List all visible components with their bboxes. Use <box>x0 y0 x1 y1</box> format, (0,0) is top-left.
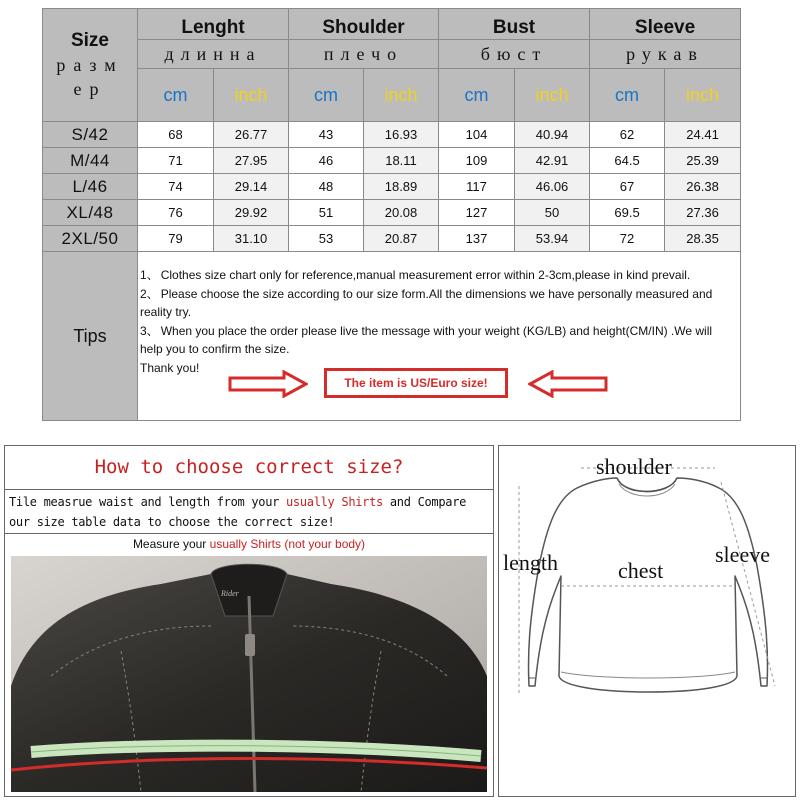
tip-number: 2、 <box>140 286 159 301</box>
size-label: XL/48 <box>43 200 138 226</box>
size-header-ru: разм ер <box>56 55 124 99</box>
tip-item <box>140 322 732 359</box>
chest-label: chest <box>618 558 664 583</box>
table-cell: 20.08 <box>364 200 439 226</box>
size-label: 2XL/50 <box>43 226 138 252</box>
table-cell: 27.36 <box>665 200 741 226</box>
measure-caption <box>5 534 493 554</box>
instr-highlight: usually Shirts <box>286 495 383 509</box>
table-cell: 48 <box>289 174 364 200</box>
table-row <box>43 148 741 174</box>
table-row <box>43 200 741 226</box>
arrow-left-icon <box>528 370 608 398</box>
table-cell: 74 <box>138 174 214 200</box>
table-cell: 53 <box>289 226 364 252</box>
unit-inch: inch <box>665 69 741 122</box>
table-cell: 24.41 <box>665 122 741 148</box>
size-label: S/42 <box>43 122 138 148</box>
table-cell: 79 <box>138 226 214 252</box>
measure-instructions <box>5 490 493 534</box>
length-header: Lenght <box>138 9 289 40</box>
unit-inch: inch <box>515 69 590 122</box>
jacket-brand: Rider <box>221 589 239 598</box>
size-header: Size <box>70 30 110 51</box>
instr-text: Tile measrue waist and length from your <box>9 495 286 509</box>
table-cell: 64.5 <box>590 148 665 174</box>
how-to-choose-panel <box>4 445 494 797</box>
table-cell: 18.89 <box>364 174 439 200</box>
table-cell: 117 <box>439 174 515 200</box>
us-euro-size-notice: The item is US/Euro size! <box>324 368 508 398</box>
unit-cm: cm <box>590 69 665 122</box>
tip-item <box>140 285 732 322</box>
measurement-diagram-panel <box>498 445 796 797</box>
table-cell: 16.93 <box>364 122 439 148</box>
table-cell: 137 <box>439 226 515 252</box>
size-header-cell <box>43 9 138 122</box>
table-cell: 28.35 <box>665 226 741 252</box>
table-cell: 46.06 <box>515 174 590 200</box>
tip-number: 1、 <box>140 268 159 282</box>
table-row <box>43 174 741 200</box>
table-cell: 76 <box>138 200 214 226</box>
unit-inch: inch <box>214 69 289 122</box>
tip-text: Clothes size chart only for reference,manual measurement error within 2-3cm,please in kind prevail. <box>160 268 691 282</box>
instr-text: and Compare our size table data to choose the correct size! <box>9 495 467 529</box>
table-cell: 26.77 <box>214 122 289 148</box>
table-cell: 68 <box>138 122 214 148</box>
unit-cm: cm <box>439 69 515 122</box>
table-cell: 40.94 <box>515 122 590 148</box>
table-cell: 26.38 <box>665 174 741 200</box>
table-cell: 27.95 <box>214 148 289 174</box>
sleeve-label: sleeve <box>715 542 770 567</box>
unit-cm: cm <box>138 69 214 122</box>
bust-header: Bust <box>439 9 590 40</box>
table-row <box>43 122 741 148</box>
tip-text: Please choose the size according to our size form.All the dimensions we have personally measured and reality try. <box>140 286 713 319</box>
tip-number: 3、 <box>140 323 159 338</box>
unit-inch: inch <box>364 69 439 122</box>
table-cell: 50 <box>515 200 590 226</box>
tips-label: Tips <box>43 252 138 421</box>
tip-item <box>140 266 732 285</box>
shoulder-label: shoulder <box>596 454 672 479</box>
table-cell: 43 <box>289 122 364 148</box>
table-cell: 127 <box>439 200 515 226</box>
jacket-measure-photo <box>11 556 487 792</box>
caption-highlight: usually Shirts <box>209 537 282 551</box>
table-row <box>43 226 741 252</box>
unit-cm: cm <box>289 69 364 122</box>
caption-text: Measure your <box>132 537 210 551</box>
table-cell: 20.87 <box>364 226 439 252</box>
table-cell: 18.11 <box>364 148 439 174</box>
tip-text: When you place the order please live the message with your weight (KG/LB) and height(CM/IN) .We will help you to confirm the size. <box>140 323 713 356</box>
table-cell: 29.14 <box>214 174 289 200</box>
table-cell: 42.91 <box>515 148 590 174</box>
table-cell: 104 <box>439 122 515 148</box>
table-cell: 53.94 <box>515 226 590 252</box>
size-chart-table <box>42 8 741 421</box>
table-cell: 51 <box>289 200 364 226</box>
length-label: length <box>503 550 558 575</box>
table-cell: 72 <box>590 226 665 252</box>
table-cell: 31.10 <box>214 226 289 252</box>
size-label: L/46 <box>43 174 138 200</box>
thanks-text: Thank you! <box>140 360 200 375</box>
bust-header-ru: бюст <box>439 40 590 69</box>
table-cell: 46 <box>289 148 364 174</box>
tips-body <box>138 252 741 421</box>
table-cell: 25.39 <box>665 148 741 174</box>
table-cell: 71 <box>138 148 214 174</box>
length-header-ru: длинна <box>138 40 289 69</box>
size-label: M/44 <box>43 148 138 174</box>
sleeve-header: Sleeve <box>590 9 741 40</box>
table-cell: 69.5 <box>590 200 665 226</box>
tips-row <box>43 252 741 421</box>
how-to-choose-title: How to choose correct size? <box>5 446 493 490</box>
caption-note: (not your body) <box>281 537 366 551</box>
shoulder-header-ru: плечо <box>289 40 439 69</box>
arrow-right-icon <box>228 370 308 398</box>
sleeve-header-ru: рукав <box>590 40 741 69</box>
shoulder-header: Shoulder <box>289 9 439 40</box>
sweater-outline-icon <box>499 446 795 796</box>
table-cell: 29.92 <box>214 200 289 226</box>
table-cell: 62 <box>590 122 665 148</box>
table-cell: 67 <box>590 174 665 200</box>
table-cell: 109 <box>439 148 515 174</box>
